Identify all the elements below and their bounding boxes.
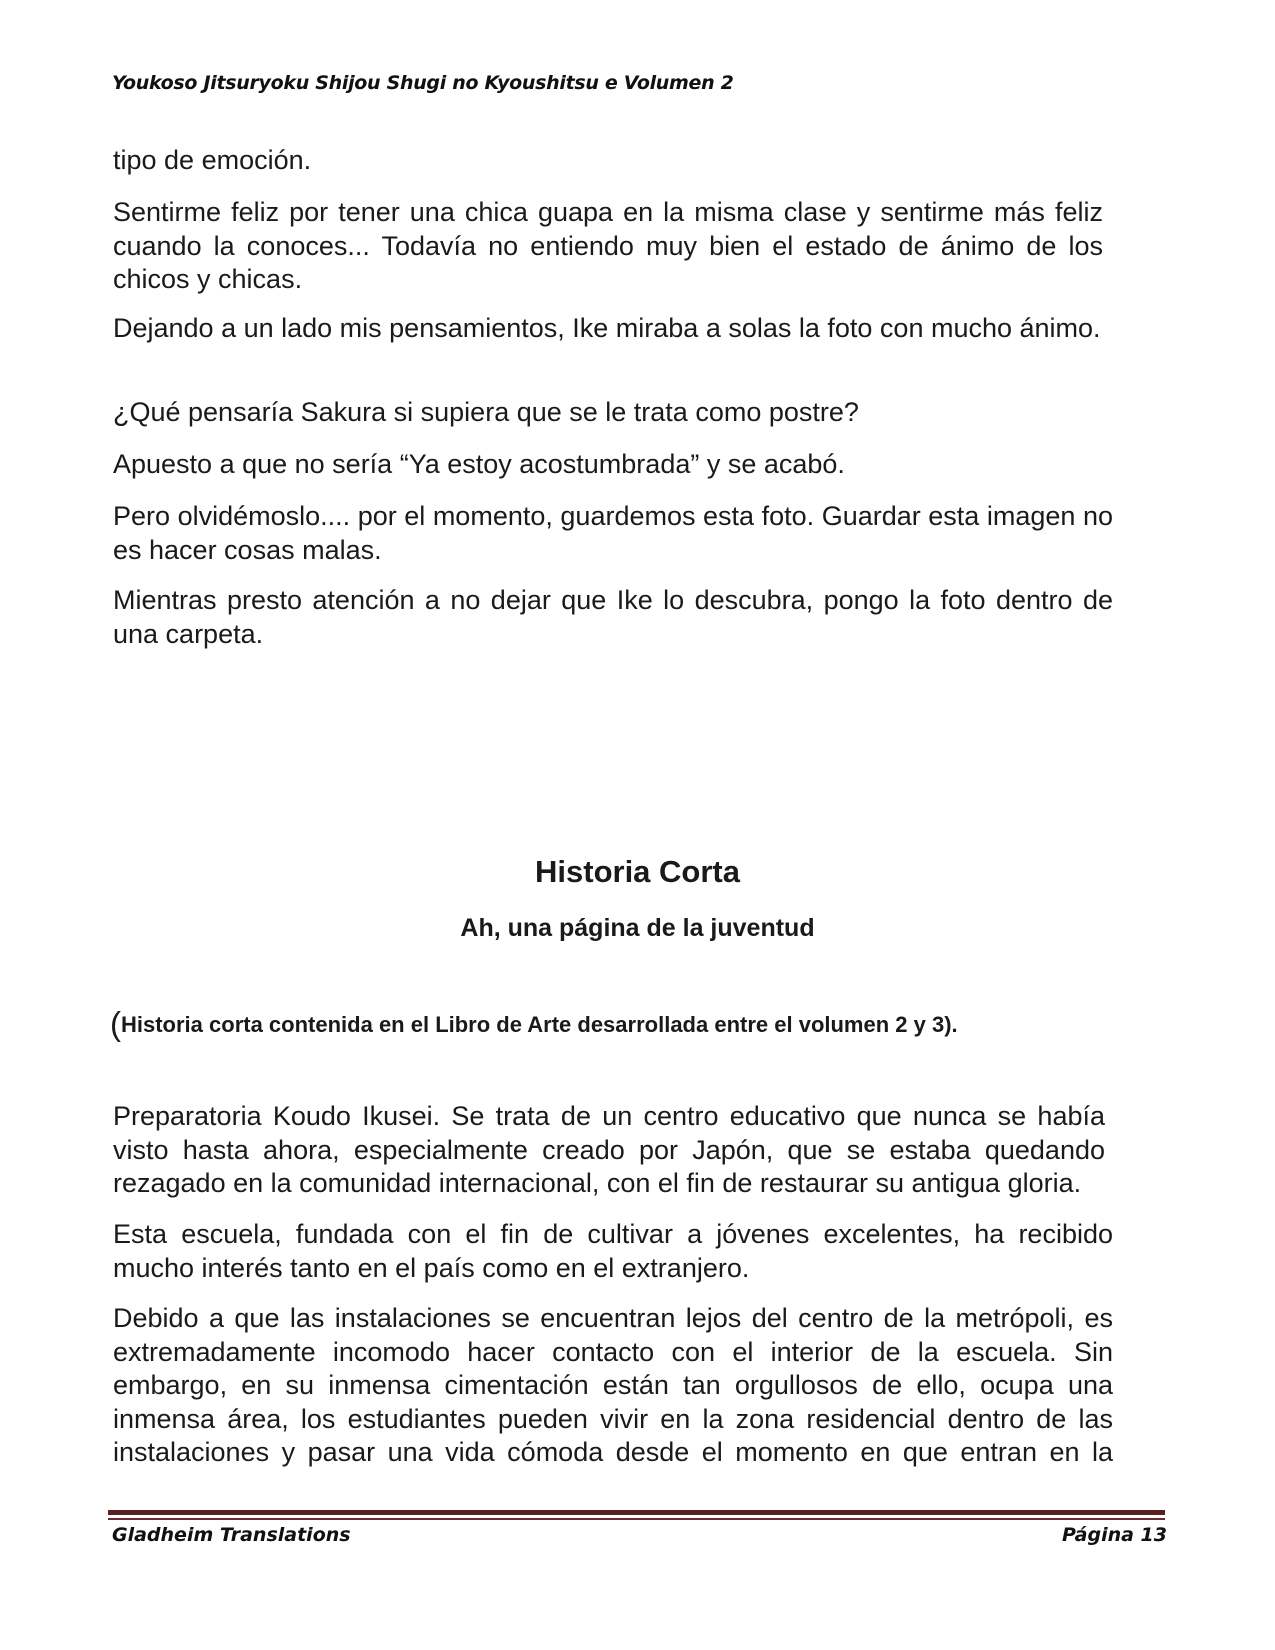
footer-page-number: Página 13 — [1061, 1524, 1167, 1546]
note-text: Historia corta contenida en el Libro de Arte desarrollada entre el volumen 2 y 3). — [121, 1012, 958, 1037]
section-title: Historia Corta — [535, 854, 740, 889]
section-note — [110, 1005, 958, 1043]
paragraph-6: Pero olvidémoslo.... por el momento, guardemos esta foto. Guardar esta imagen no es hacer cosas malas. — [113, 501, 1113, 565]
note-open-paren: ( — [110, 1005, 121, 1042]
paragraph-3: Dejando a un lado mis pensamientos, Ike miraba a solas la foto con mucho ánimo. — [113, 313, 1101, 343]
paragraph-7: Mientras presto atención a no dejar que Ike lo descubra, pongo la foto dentro de una carpeta. — [113, 585, 1113, 649]
footer-rule-thin — [108, 1518, 1165, 1520]
paragraph-8: Preparatoria Koudo Ikusei. Se trata de un centro educativo que nunca se había visto hasta ahora, especialmente creado por Japón, que se estaba quedando rezagado en la comunidad internacional, con el fin de restaurar su antigua gloria. — [113, 1101, 1105, 1198]
footer-rule-thick — [108, 1510, 1165, 1515]
section-subtitle: Ah, una página de la juventud — [460, 914, 815, 942]
paragraph-4: ¿Qué pensaría Sakura si supiera que se le trata como postre? — [113, 397, 859, 427]
paragraph-1: tipo de emoción. — [113, 145, 312, 175]
paragraph-2: Sentirme feliz por tener una chica guapa en la misma clase y sentirme más feliz cuando la conoces... Todavía no entiendo muy bien el estado de ánimo de los chicos y chicas. — [113, 197, 1103, 294]
paragraph-5: Apuesto a que no sería “Ya estoy acostumbrada” y se acabó. — [113, 449, 845, 479]
paragraph-10: Debido a que las instalaciones se encuentran lejos del centro de la metrópoli, es extremadamente incomodo hacer contacto con el interior de la escuela. Sin embargo, en su inmensa cimentación están tan orgullosos de ello, ocupa una inmensa área, los estudiantes pueden vivir en la zona residencial dentro de las instalaciones y pasar una vida cómoda desde el momento en que entran en la — [113, 1303, 1113, 1467]
footer-translator: Gladheim Translations — [112, 1524, 351, 1546]
running-header: Youkoso Jitsuryoku Shijou Shugi no Kyoushitsu e Volumen 2 — [112, 72, 734, 94]
paragraph-9: Esta escuela, fundada con el fin de cultivar a jóvenes excelentes, ha recibido mucho interés tanto en el país como en el extranjero. — [113, 1219, 1113, 1283]
